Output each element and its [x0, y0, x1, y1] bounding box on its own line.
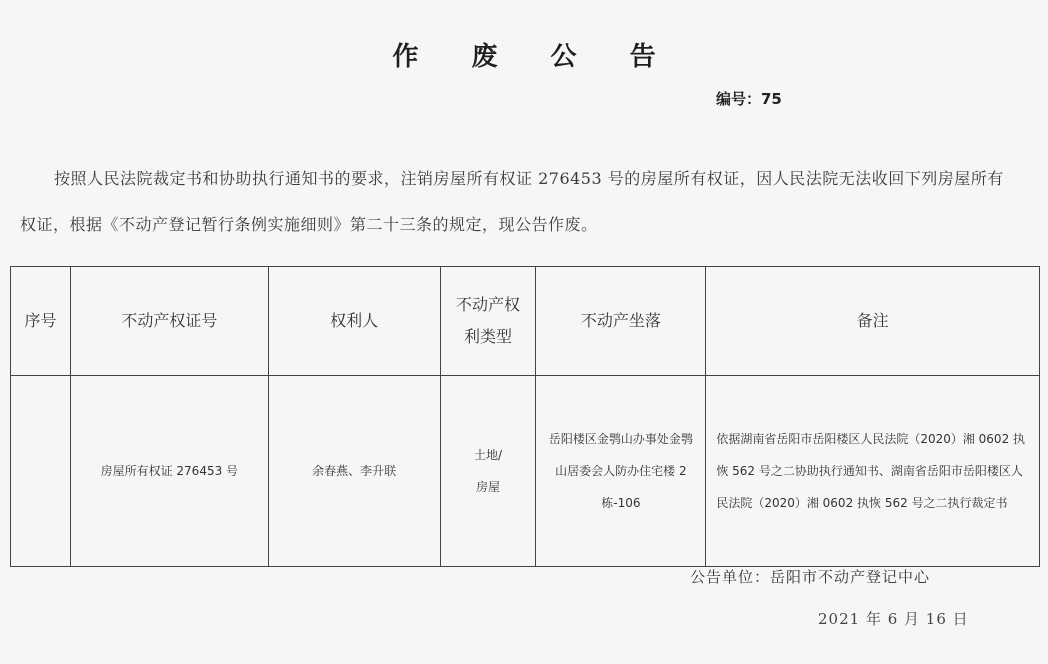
header-location: 不动产坐落	[536, 267, 706, 376]
table-header-row	[11, 267, 1040, 376]
cell-right-type	[440, 376, 536, 567]
cell-holder: 余春燕、李升联	[268, 376, 440, 567]
notice-body-paragraph: 按照人民法院裁定书和协助执行通知书的要求，注销房屋所有权证 276453 号的房屋所有权证，因人民法院无法收回下列房屋所有权证，根据《不动产登记暂行条例实施细则》第二十三条的规定，现公告作废。	[20, 169, 1004, 234]
header-right-type-label: 不动产权利类型	[455, 295, 520, 346]
cell-seq	[11, 376, 71, 567]
table-row	[11, 376, 1040, 567]
notice-table	[10, 266, 1040, 567]
header-seq: 序号	[11, 267, 71, 376]
header-remark: 备注	[706, 267, 1040, 376]
header-right-type	[440, 267, 536, 376]
issue-date: 2021 年 6 月 16 日	[818, 610, 969, 628]
cell-location: 岳阳楼区金鹗山办事处金鹗山居委会人防办住宅楼 2 栋-106	[536, 376, 706, 567]
cell-remark: 依据湖南省岳阳市岳阳楼区人民法院（2020）湘 0602 执恢 562 号之二协助执行通知书、湖南省岳阳市岳阳楼区人民法院（2020）湘 0602 执恢 562 号之二执行裁定书	[706, 376, 1040, 567]
issuer-line: 公告单位：岳阳市不动产登记中心	[690, 568, 931, 586]
header-cert-no: 不动产权证号	[70, 267, 268, 376]
cell-cert-no: 房屋所有权证 276453 号	[70, 376, 268, 567]
header-holder: 权利人	[268, 267, 440, 376]
page-title: 作 废 公 告	[392, 42, 678, 72]
cell-right-type-label: 土地/房屋	[473, 448, 502, 494]
document-number: 编号：75	[716, 90, 782, 108]
